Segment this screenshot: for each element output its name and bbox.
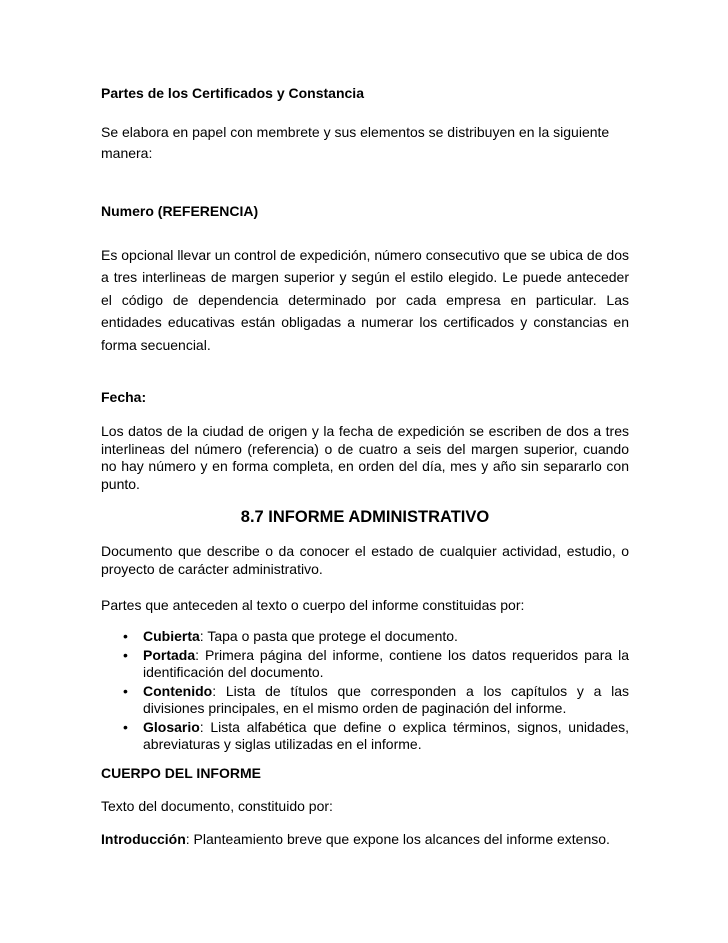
section-intro: Se elabora en papel con membrete y sus elementos se distribuyen en la siguiente manera: xyxy=(101,124,610,161)
bullet-icon: • xyxy=(123,647,128,664)
fecha-paragraph: Los datos de la ciudad de origen y la fecha de expedición se escriben de dos a tres interlineas del número (referencia) o de cuatro a seis del margen superior, cuando no hay número y en forma completa, en orden del día, mes y año sin separarlo con punto. xyxy=(101,423,629,492)
item-term: Glosario xyxy=(143,719,200,736)
fecha-heading: Fecha: xyxy=(101,389,147,405)
list-item-contenido xyxy=(101,683,629,717)
list-item-glosario xyxy=(101,719,629,753)
informe-heading: 8.7 INFORME ADMINISTRATIVO xyxy=(240,508,490,526)
numero-heading: Numero (REFERENCIA) xyxy=(101,203,259,219)
informe-description: Documento que describe o da conocer el estado de cualquier actividad, estudio, o proyecto de carácter administrativo. xyxy=(101,543,629,577)
item-term: Cubierta xyxy=(143,628,200,644)
item-text: : Lista alfabética que define o explica términos, signos, unidades, abreviaturas y siglas utilizadas en el informe. xyxy=(143,719,629,753)
numero-paragraph: Es opcional llevar un control de expedición, número consecutivo que se ubica de dos a tres interlineas de margen superior y según el estilo elegido. Le puede anteceder el código de dependencia determinado por cada empresa en particular. Las entidades educativas están obligadas a numerar los certificados y constancias en forma secuencial. xyxy=(101,247,629,353)
introduccion-text: : Planteamiento breve que expone los alcances del informe extenso. xyxy=(185,831,610,847)
informe-parts-intro: Partes que anteceden al texto o cuerpo del informe constituidas por: xyxy=(101,597,525,613)
section-title: Partes de los Certificados y Constancia xyxy=(101,85,364,101)
introduccion-term: Introducción xyxy=(101,831,186,847)
cuerpo-heading: CUERPO DEL INFORME xyxy=(101,765,261,781)
bullet-icon: • xyxy=(123,628,128,644)
cuerpo-intro: Texto del documento, constituido por: xyxy=(101,798,333,814)
list-item-cubierta xyxy=(101,628,629,645)
bullet-icon: • xyxy=(123,719,128,736)
informe-parts-list xyxy=(101,628,629,756)
list-item-portada xyxy=(101,647,629,681)
item-term: Contenido xyxy=(143,683,213,700)
item-text: : Tapa o pasta que protege el documento. xyxy=(199,628,458,644)
item-text: : Lista de títulos que corresponden a los capítulos y a las divisiones principales, en el mismo orden de paginación del informe. xyxy=(143,683,629,717)
item-term: Portada xyxy=(143,647,196,664)
introduccion-paragraph xyxy=(101,830,629,849)
bullet-icon: • xyxy=(123,683,128,700)
item-text: : Primera página del informe, contiene los datos requeridos para la identificación del documento. xyxy=(143,647,629,681)
